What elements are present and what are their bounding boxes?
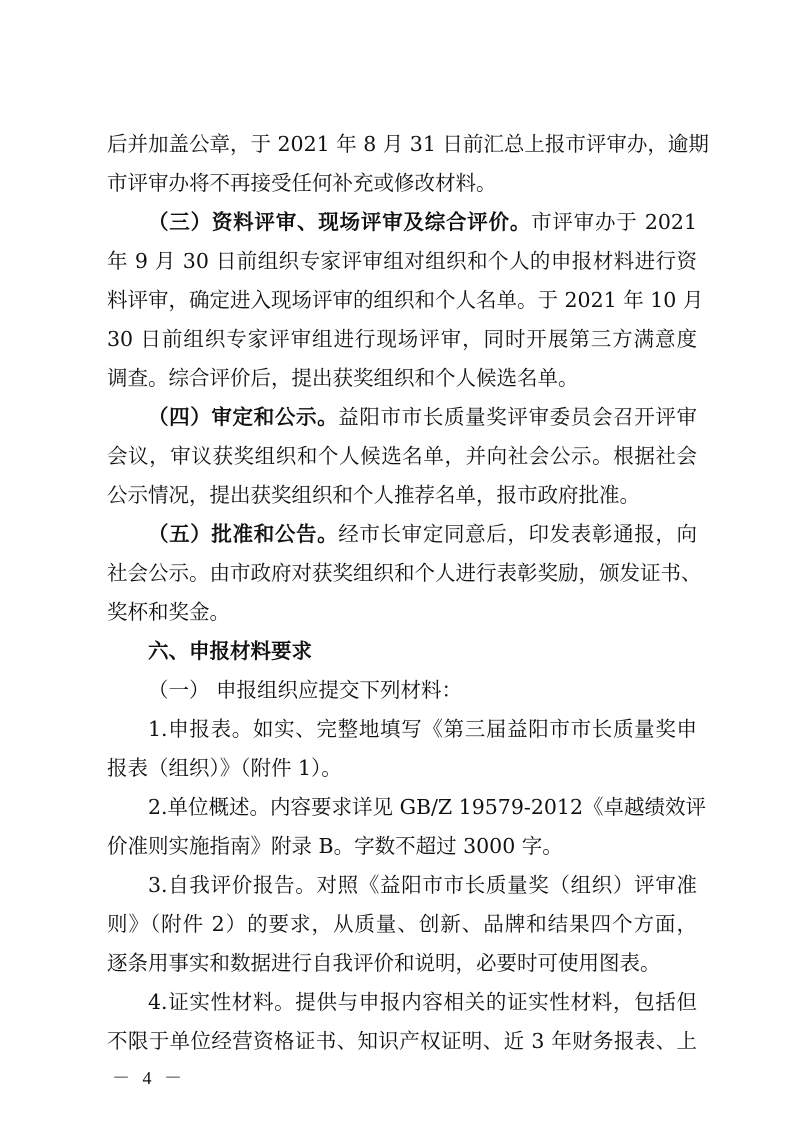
subsection-1-heading: （一） 申报组织应提交下列材料： (148, 678, 463, 702)
paragraph-5-lead (148, 518, 697, 550)
text-line: 报表（组织）》（附件 1）。 (107, 756, 342, 780)
text-line: 30 日前组织专家评审组进行现场评审，同时开展第三方满意度 (107, 327, 697, 351)
text-line: 会议，审议获奖组织和个人候选名单，并向社会公示。根据社会 (107, 444, 697, 468)
text-line: 则》（附件 2）的要求，从质量、创新、品牌和结果四个方面， (107, 912, 697, 936)
section-6-heading: 六、申报材料要求 (148, 639, 312, 663)
item-4-lead: 4.证实性材料。提供与申报内容相关的证实性材料，包括但 (148, 990, 697, 1014)
text-line: 料评审，确定进入现场评审的组织和个人名单。于 2021 年 10 月 (107, 288, 704, 312)
paragraph-4-lead (148, 401, 697, 433)
text-line: 调查。综合评价后，提出获奖组织和个人候选名单。 (107, 366, 579, 390)
text-line: 逐条用事实和数据进行自我评价和说明，必要时可使用图表。 (107, 951, 661, 975)
paragraph-3-text: 市评审办于 2021 (531, 210, 697, 234)
item-2-lead: 2.单位概述。内容要求详见 GB/Z 19579-2012《卓越绩效评 (148, 795, 706, 819)
text-line: 公示情况，提出获奖组织和个人推荐名单，报市政府批准。 (107, 483, 640, 507)
paragraph-5-text: 经市长审定同意后，印发表彰通报，向 (338, 522, 698, 546)
text-line: 市评审办将不再接受任何补充或修改材料。 (107, 171, 497, 195)
item-1-lead: 1.申报表。如实、完整地填写《第三届益阳市市长质量奖申 (148, 717, 697, 741)
item-3-lead: 3.自我评价报告。对照《益阳市市长质量奖（组织）评审准 (148, 873, 697, 897)
paragraph-4-heading: （四）审定和公示。 (148, 405, 339, 429)
page-number: － 4 － (112, 1068, 186, 1088)
text-line: 年 9 月 30 日前组织专家评审组对组织和个人的申报材料进行资 (107, 249, 697, 273)
text-line: 社会公示。由市政府对获奖组织和个人进行表彰奖励，颁发证书、 (107, 561, 702, 585)
paragraph-3-heading: （三）资料评审、现场评审及综合评价。 (148, 210, 532, 234)
text-line: 奖杯和奖金。 (107, 600, 230, 624)
text-line: 后并加盖公章，于 2021 年 8 月 31 日前汇总上报市评审办，逾期 (107, 132, 709, 156)
text-line: 不限于单位经营资格证书、知识产权证明、近 3 年财务报表、上 (107, 1029, 697, 1053)
paragraph-4-text: 益阳市市长质量奖评审委员会召开评审 (338, 405, 698, 429)
paragraph-3-lead (148, 206, 697, 238)
paragraph-5-heading: （五）批准和公告。 (148, 522, 339, 546)
text-line: 价准则实施指南》附录 B。字数不超过 3000 字。 (107, 834, 563, 858)
